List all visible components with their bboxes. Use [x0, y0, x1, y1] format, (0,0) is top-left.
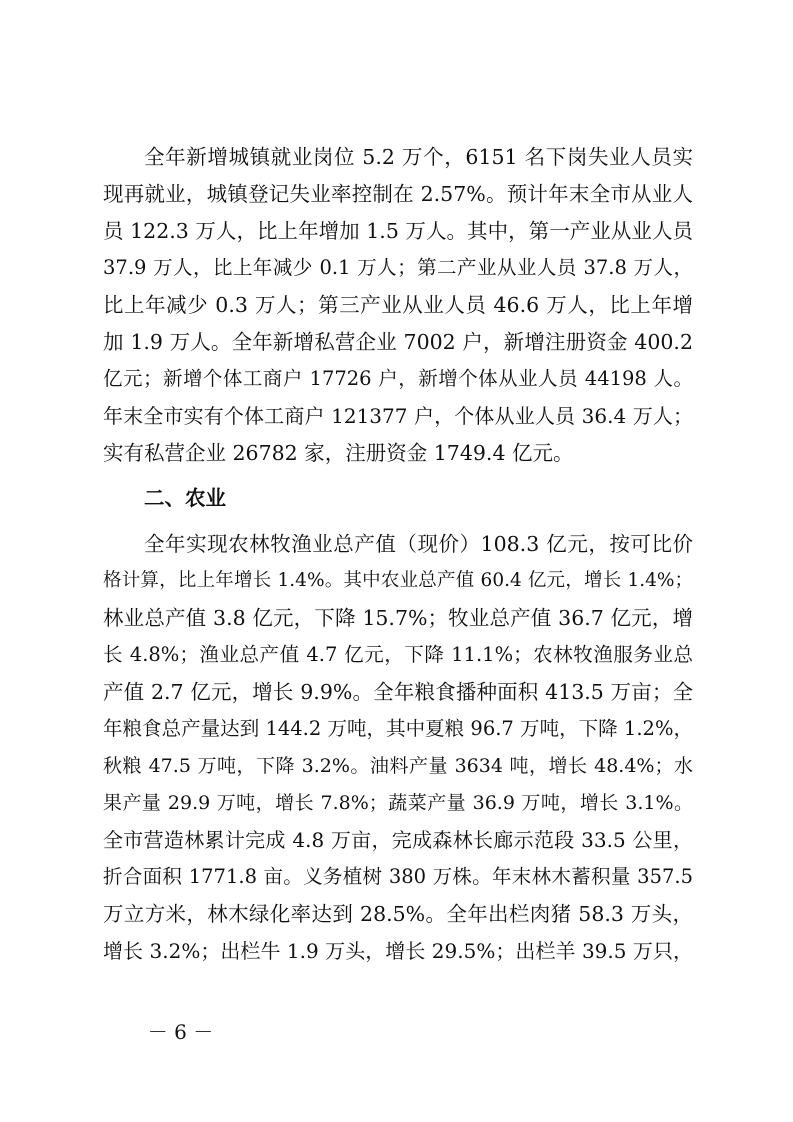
text-line: 员 122.3 万人，比上年增加 1.5 万人。其中，第一产业从业人员: [103, 219, 693, 243]
text-line: 年粮食总产量达到 144.2 万吨，其中夏粮 96.7 万吨，下降 1.2%，: [103, 717, 693, 740]
text-line: 格计算，比上年增长 1.4%。其中农业总产值 60.4 亿元，增长 1.4%；: [103, 570, 693, 591]
text-line: 全年实现农林牧渔业总产值（现价）108.3 亿元，按可比价: [144, 532, 693, 556]
text-line: 长 4.8%；渔业总产值 4.7 亿元，下降 11.1%；农林牧渔服务业总: [103, 643, 693, 666]
text-line: 比上年减少 0.3 万人；第三产业从业人员 46.6 万人，比上年增: [103, 293, 693, 317]
text-line: 增长 3.2%；出栏牛 1.9 万头，增长 29.5%；出栏羊 39.5 万只，: [103, 939, 693, 963]
text-line: 37.9 万人，比上年减少 0.1 万人；第二产业从业人员 37.8 万人，: [103, 256, 693, 279]
section-heading: 二、农业: [144, 486, 226, 510]
text-line: 加 1.9 万人。全年新增私营企业 7002 户，新增注册资金 400.2: [103, 330, 693, 354]
page-number: － 6 －: [147, 1020, 214, 1044]
text-line: 折合面积 1771.8 亩。义务植树 380 万株。年末林木蓄积量 357.5: [103, 865, 693, 888]
text-line: 全市营造林累计完成 4.8 万亩，完成森林长廊示范段 33.5 公里，: [103, 828, 693, 852]
text-line: 林业总产值 3.8 亿元，下降 15.7%；牧业总产值 36.7 亿元，增: [103, 606, 693, 630]
text-line: 年末全市实有个体工商户 121377 户，个体从业人员 36.4 万人；: [103, 404, 693, 428]
text-line: 万立方米，林木绿化率达到 28.5%。全年出栏肉猪 58.3 万头，: [103, 902, 693, 926]
text-line: 实有私营企业 26782 家，注册资金 1749.4 亿元。: [103, 441, 574, 465]
text-line: 产值 2.7 亿元，增长 9.9%。全年粮食播种面积 413.5 万亩；全: [103, 680, 693, 704]
text-line: 秋粮 47.5 万吨，下降 3.2%。油料产量 3634 吨，增长 48.4%；水: [103, 755, 693, 777]
text-line: 亿元；新增个体工商户 17726 户，新增个体从业人员 44198 人。: [103, 367, 693, 390]
text-line: 果产量 29.9 万吨，增长 7.8%；蔬菜产量 36.9 万吨，增长 3.1%。: [103, 792, 693, 814]
text-line: 全年新增城镇就业岗位 5.2 万个，6151 名下岗失业人员实: [144, 145, 693, 169]
text-line: 现再就业，城镇登记失业率控制在 2.57%。预计年末全市从业人: [103, 182, 693, 206]
